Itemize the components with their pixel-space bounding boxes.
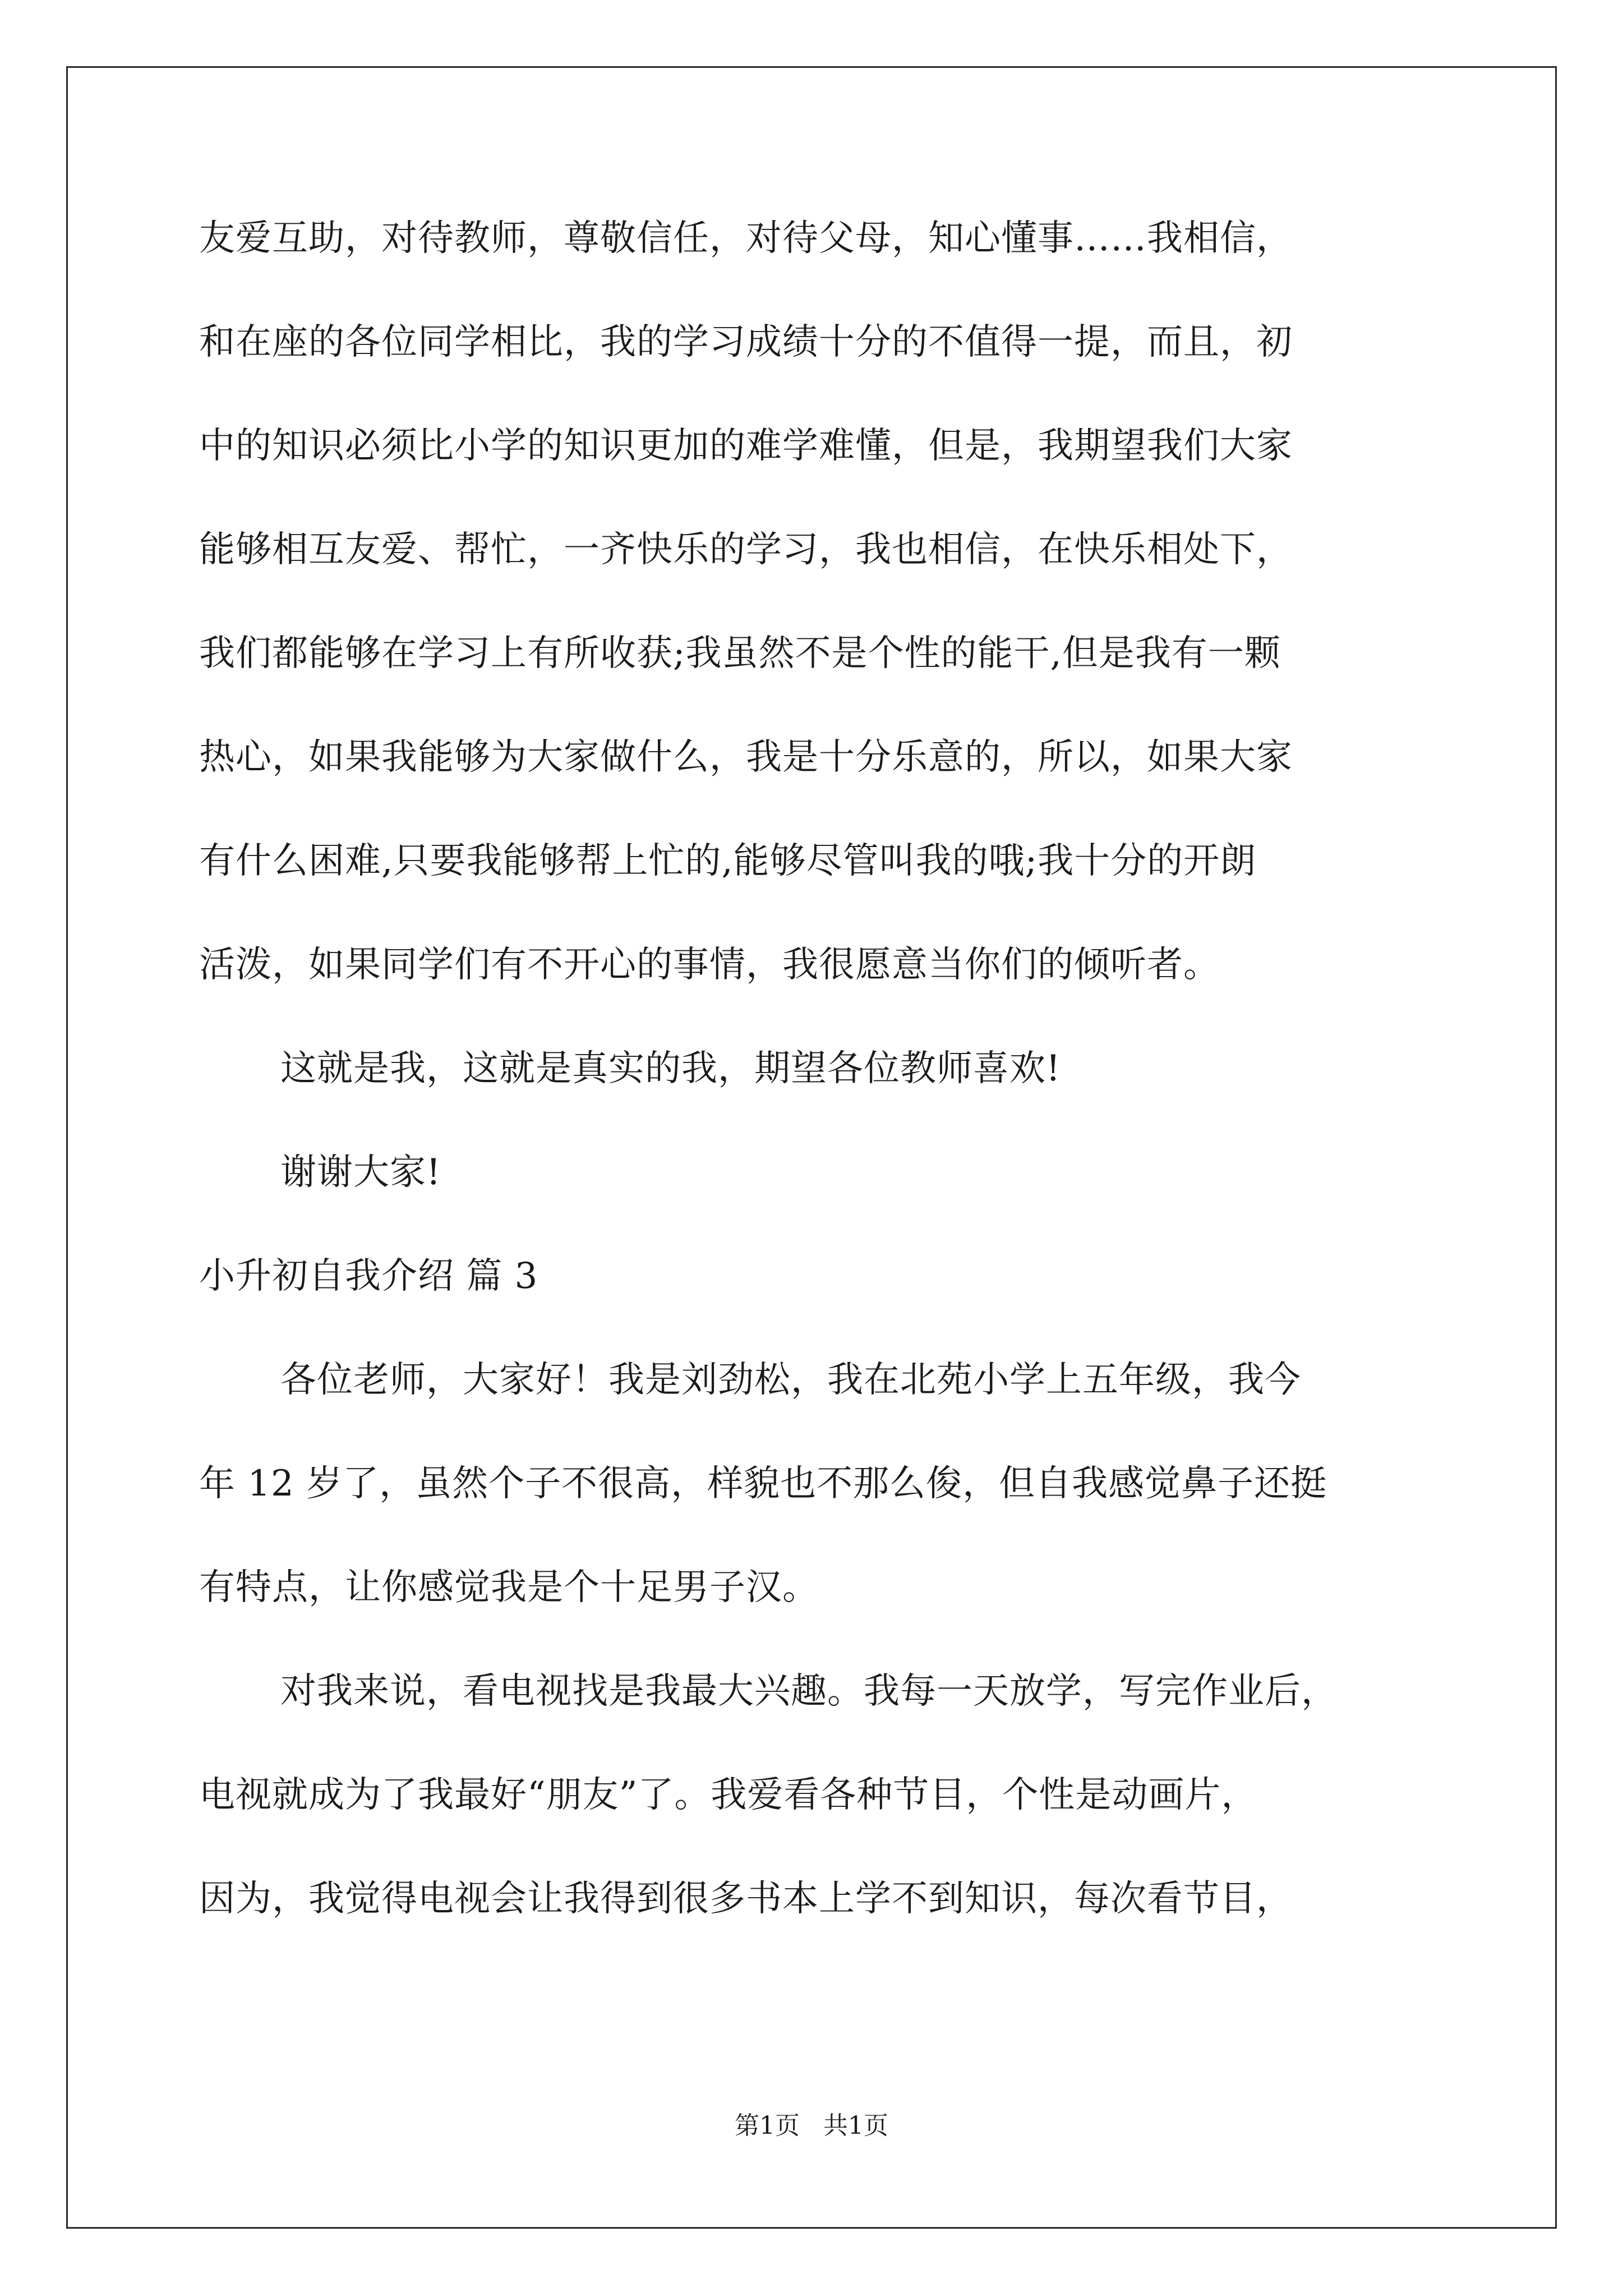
text-line: 中的知识必须比小学的知识更加的难学难懂，但是，我期望我们大家 bbox=[199, 425, 1293, 467]
text-line: 和在座的各位同学相比，我的学习成绩十分的不值得一提，而且，初 bbox=[199, 321, 1293, 363]
text-line: 热心，如果我能够为大家做什么，我是十分乐意的，所以，如果大家 bbox=[199, 737, 1293, 778]
text-line: 有什么困难,只要我能够帮上忙的,能够尽管叫我的哦;我十分的开朗 bbox=[199, 840, 1257, 882]
text-line: 各位老师，大家好！我是刘劲松，我在北苑小学上五年级，我今 bbox=[280, 1359, 1301, 1401]
text-line: 对我来说，看电视找是我最大兴趣。我每一天放学，写完作业后， bbox=[280, 1671, 1338, 1712]
text-line: 有特点，让你感觉我是个十足男子汉。 bbox=[199, 1567, 819, 1608]
text-line: 这就是我，这就是真实的我，期望各位教师喜欢! bbox=[280, 1048, 1061, 1089]
page-footer: 第1页 共1页 bbox=[735, 2111, 888, 2140]
text-line: 友爱互助，对待教师，尊敬信任，对待父母，知心懂事……我相信， bbox=[199, 218, 1293, 259]
text-line: 因为，我觉得电视会让我得到很多书本上学不到知识，每次看节目， bbox=[199, 1878, 1293, 1920]
text-line: 能够相互友爱、帮忙，一齐快乐的学习，我也相信，在快乐相处下， bbox=[199, 529, 1293, 570]
section-heading: 小升初自我介绍 篇 3 bbox=[199, 1255, 538, 1297]
text-line: 我们都能够在学习上有所收获;我虽然不是个性的能干,但是我有一颗 bbox=[199, 633, 1281, 674]
text-line: 谢谢大家! bbox=[280, 1152, 441, 1193]
text-line: 电视就成为了我最好“朋友”了。我爱看各种节目，个性是动画片， bbox=[199, 1774, 1258, 1816]
text-line: 活泼，如果同学们有不开心的事情，我很愿意当你们的倾听者。 bbox=[199, 944, 1220, 986]
text-line: 年 12 岁了，虽然个子不很高，样貌也不那么俊，但自我感觉鼻子还挺 bbox=[199, 1463, 1327, 1504]
